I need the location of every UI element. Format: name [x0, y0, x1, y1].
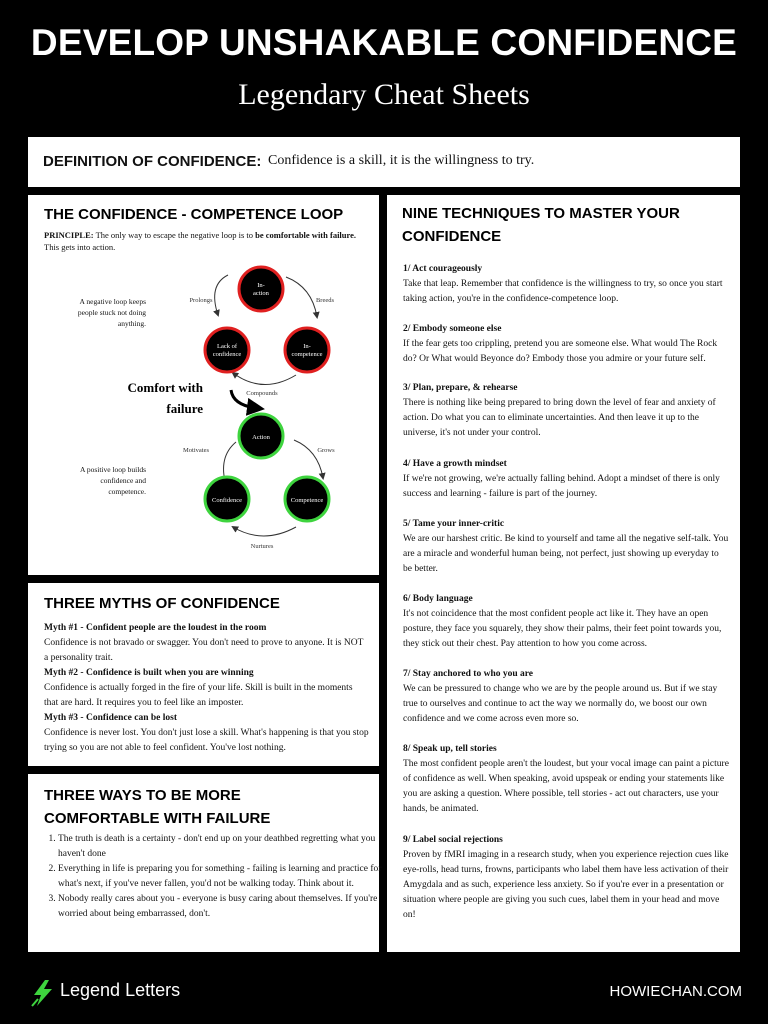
- incompetence-label-1: In-: [303, 343, 311, 350]
- prolongs-label: Prolongs: [189, 297, 213, 304]
- principle-pre: The only way to escape the negative loop is to: [95, 230, 254, 240]
- principle-post: This gets into action.: [44, 242, 116, 252]
- technique-text: We can be pressured to change who we are by the people around us. But if we stay true to ourselves and continue to act the way we normally do, we boost our own confidence and we come across even more so.: [403, 684, 718, 724]
- comfort-label-1: Comfort with: [127, 380, 203, 395]
- page-subtitle: Legendary Cheat Sheets: [238, 78, 530, 111]
- technique-title: 7/ Stay anchored to who you are: [403, 669, 534, 679]
- breeds-arrow: [286, 277, 317, 317]
- definition-text: Confidence is a skill, it is the willingness to try.: [268, 153, 535, 168]
- competence-label: Competence: [290, 497, 324, 504]
- compounds-arrow: [233, 373, 296, 385]
- footer-brand: Legend Letters: [60, 980, 181, 1000]
- myths-panel: [28, 583, 379, 766]
- technique-text: The most confident people aren't the loudest, but your vocal image can paint a picture of confidence as well. When speaking, avoid upspeak or ending your statements like you are asking a question. Where possible, tell stories - act out characters, use your hands, be animated.: [403, 759, 729, 814]
- ways-heading-line2: COMFORTABLE WITH FAILURE: [44, 810, 271, 827]
- lack-label-1: Lack of: [216, 343, 238, 350]
- technique-title: 6/ Body language: [403, 594, 473, 604]
- technique-title: 3/ Plan, prepare, & rehearse: [403, 383, 518, 393]
- ways-panel: [28, 774, 382, 952]
- techniques-panel: [387, 195, 740, 952]
- technique-text: Take that leap. Remember that confidence is the willingness to try, so once you start taking action, you're in the confidence-competence loop.: [403, 279, 723, 304]
- technique-text: There is nothing like being prepared to bring down the level of fear and anxiety of action. Do what you can to eliminate uncertainties. And then leave it up to the universe, it's not under your control.: [403, 398, 716, 438]
- ways-heading-line1: THREE WAYS TO BE MORE: [44, 787, 241, 804]
- technique-text: It's not coincidence that the most confident people act like it. They have an open posture, they face you squarely, they show their palms, their feet point towards you, they stick out their chest. Pay attention to how you come across.: [403, 609, 722, 649]
- myth-text: Confidence is not bravado or swagger. You don't need to prove to anyone. It is NOT a personality trait.: [44, 638, 364, 663]
- comfort-label-2: failure: [166, 401, 203, 416]
- technique-item: [403, 742, 729, 817]
- nurtures-arrow: [233, 527, 296, 536]
- list-item: 2. Everything in life is preparing you for something - failing is learning and practice for what's next, if you've never fallen, you'd not be walking today. Think about it.: [58, 862, 383, 892]
- negative-loop-note: A negative loop keeps people stuck not doing anything.: [77, 297, 146, 328]
- list-item: 3. Nobody really cares about you - everyone is busy caring about themselves. If you're worried about being embarrassed, don't.: [58, 892, 383, 922]
- page-title: DEVELOP UNSHAKABLE CONFIDENCE: [30, 22, 738, 63]
- techniques-heading: [402, 202, 680, 248]
- lightning-bolt-icon: [30, 979, 56, 1007]
- positive-loop-note: A positive loop builds confidence and competence.: [79, 465, 146, 496]
- technique-item: [403, 322, 729, 367]
- technique-title: 1/ Act courageously: [403, 264, 483, 274]
- compounds-label: Compounds: [246, 390, 278, 397]
- footer-site-link[interactable]: HOWIECHAN.COM: [609, 983, 742, 1000]
- myth-title: Myth #2 - Confidence is built when you are winning: [44, 668, 254, 678]
- technique-item: [403, 381, 729, 441]
- technique-text: If we're not growing, we're actually falling behind. Adopt a mindset of there is only success and learning - failure is part of the journey.: [403, 474, 720, 499]
- technique-title: 9/ Label social rejections: [403, 835, 503, 845]
- incompetence-node: [285, 328, 329, 372]
- motivates-label: Motivates: [183, 447, 209, 454]
- principle-bold: be comfortable with failure.: [255, 230, 357, 240]
- confidence-loop-panel: [28, 195, 379, 575]
- technique-item: [403, 592, 729, 652]
- techniques-heading-line1: NINE TECHNIQUES TO MASTER YOUR: [402, 205, 680, 222]
- list-item: 1. The truth is death is a certainty - don't end up on your deathbed regretting what you haven't done: [58, 832, 383, 862]
- technique-item: [403, 833, 729, 923]
- technique-item: [403, 667, 729, 727]
- technique-title: 4/ Have a growth mindset: [403, 459, 507, 469]
- technique-title: 8/ Speak up, tell stories: [403, 744, 497, 754]
- myth-text: Confidence is actually forged in the fire of your life. Skill is built in the moments that are hard. It requires you to feel like an imposter.: [44, 683, 353, 708]
- grows-label: Grows: [317, 447, 335, 454]
- principle-label: PRINCIPLE:: [44, 230, 94, 240]
- myths-list: [44, 621, 369, 756]
- myth-text: Confidence is never lost. You don't just lose a skill. What's happening is that you stop trying so you are not able to feel confident. You've lost nothing.: [44, 728, 369, 753]
- inaction-label-1: In-: [257, 282, 265, 289]
- technique-title: 5/ Tame your inner-critic: [403, 519, 505, 529]
- action-label: Action: [252, 434, 270, 441]
- techniques-heading-line2: CONFIDENCE: [402, 228, 502, 245]
- technique-item: [403, 262, 729, 307]
- lack-of-confidence-node: [205, 328, 249, 372]
- ways-list: [44, 832, 383, 922]
- lack-label-2: confidence: [212, 351, 242, 358]
- inaction-label-2: action: [253, 290, 269, 297]
- myth-title: Myth #1 - Confident people are the loudest in the room: [44, 623, 267, 633]
- nurtures-label: Nurtures: [250, 543, 274, 550]
- incompetence-label-2: competence: [291, 351, 323, 358]
- technique-item: [403, 517, 729, 577]
- loop-heading: THE CONFIDENCE - COMPETENCE LOOP: [44, 206, 344, 223]
- inaction-node: [239, 267, 283, 311]
- technique-item: [403, 457, 729, 502]
- definition-panel: [28, 137, 740, 187]
- technique-text: Proven by fMRI imaging in a research study, when you experience rejection cues like eye-rolls, head turns, frowns, participants who label them have less activation of their Amygdala and as such, experience less anxiety. So if you're ever in a presentation or situation where people are giving you such cues, label them in your head and move on!: [403, 850, 729, 920]
- breeds-label: Breeds: [315, 297, 335, 304]
- prolongs-arrow: [215, 275, 228, 315]
- technique-title: 2/ Embody someone else: [403, 324, 502, 334]
- definition-label: DEFINITION OF CONFIDENCE:: [43, 153, 262, 170]
- myths-heading: THREE MYTHS OF CONFIDENCE: [44, 595, 280, 612]
- loop-diagram: [28, 195, 379, 575]
- ways-heading: [44, 784, 270, 830]
- technique-text: We are our harshest critic. Be kind to yourself and tame all the negative self-talk. You are a miracle and wonderful human being, not perfect, just showing up everyday to be better.: [403, 534, 729, 574]
- confidence-label: Confidence: [212, 497, 242, 504]
- grows-arrow: [294, 440, 323, 478]
- technique-text: If the fear gets too crippling, pretend you are someone else. What would The Rock do? Or What would Beyonce do? Embody those you admire or your future self.: [403, 339, 718, 364]
- myth-title: Myth #3 - Confidence can be lost: [44, 713, 177, 723]
